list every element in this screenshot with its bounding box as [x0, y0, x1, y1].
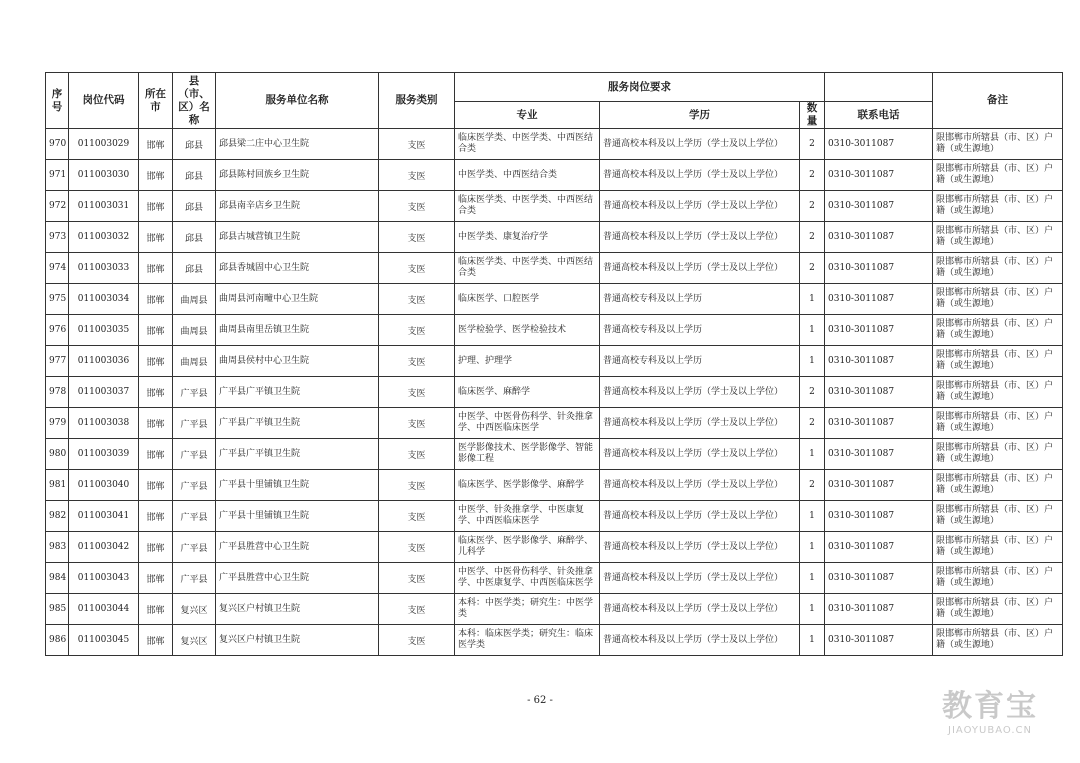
cell-seq: 983 — [46, 532, 69, 563]
cell-unit: 复兴区户村镇卫生院 — [216, 625, 379, 656]
cell-education: 普通高校本科及以上学历（学士及以上学位） — [600, 501, 800, 532]
table-row — [46, 377, 1063, 408]
table-row — [46, 346, 1063, 377]
table-row — [46, 191, 1063, 222]
cell-seq: 985 — [46, 594, 69, 625]
cell-quantity: 1 — [800, 346, 825, 377]
cell-education: 普通高校本科及以上学历（学士及以上学位） — [600, 563, 800, 594]
cell-city: 邯郸 — [139, 129, 173, 160]
cell-seq: 972 — [46, 191, 69, 222]
cell-major: 临床医学类、中医学类、中西医结合类 — [455, 253, 600, 284]
recruitment-table — [45, 72, 1063, 656]
table-row — [46, 501, 1063, 532]
cell-code: 011003035 — [69, 315, 139, 346]
cell-note: 限邯郸市所辖县（市、区）户籍（或生源地） — [933, 501, 1063, 532]
table-row — [46, 470, 1063, 501]
cell-city: 邯郸 — [139, 222, 173, 253]
cell-city: 邯郸 — [139, 377, 173, 408]
table-row — [46, 315, 1063, 346]
cell-phone: 0310-3011087 — [825, 160, 933, 191]
cell-category: 支医 — [379, 625, 455, 656]
cell-note: 限邯郸市所辖县（市、区）户籍（或生源地） — [933, 315, 1063, 346]
cell-major: 本科：临床医学类；研究生：临床医学类 — [455, 625, 600, 656]
cell-quantity: 2 — [800, 253, 825, 284]
cell-category: 支医 — [379, 501, 455, 532]
cell-county: 广平县 — [173, 377, 216, 408]
cell-seq: 975 — [46, 284, 69, 315]
cell-phone: 0310-3011087 — [825, 377, 933, 408]
cell-phone: 0310-3011087 — [825, 284, 933, 315]
cell-county: 复兴区 — [173, 625, 216, 656]
cell-unit: 广平县十里铺镇卫生院 — [216, 501, 379, 532]
cell-unit: 邱县南辛店乡卫生院 — [216, 191, 379, 222]
cell-city: 邯郸 — [139, 284, 173, 315]
table-row — [46, 284, 1063, 315]
cell-county: 邱县 — [173, 160, 216, 191]
cell-unit: 曲周县南里岳镇卫生院 — [216, 315, 379, 346]
cell-education: 普通高校本科及以上学历（学士及以上学位） — [600, 377, 800, 408]
table-row — [46, 129, 1063, 160]
table-row — [46, 439, 1063, 470]
cell-category: 支医 — [379, 129, 455, 160]
cell-unit: 复兴区户村镇卫生院 — [216, 594, 379, 625]
cell-seq: 974 — [46, 253, 69, 284]
cell-category: 支医 — [379, 222, 455, 253]
cell-major: 中医学、中医骨伤科学、针灸推拿学、中医康复学、中西医临床医学 — [455, 563, 600, 594]
cell-seq: 976 — [46, 315, 69, 346]
cell-major: 中医学类、康复治疗学 — [455, 222, 600, 253]
cell-education: 普通高校本科及以上学历（学士及以上学位） — [600, 160, 800, 191]
cell-education: 普通高校专科及以上学历 — [600, 315, 800, 346]
table-header — [46, 73, 1063, 129]
cell-quantity: 2 — [800, 160, 825, 191]
cell-note: 限邯郸市所辖县（市、区）户籍（或生源地） — [933, 129, 1063, 160]
cell-quantity: 1 — [800, 439, 825, 470]
cell-note: 限邯郸市所辖县（市、区）户籍（或生源地） — [933, 470, 1063, 501]
cell-code: 011003045 — [69, 625, 139, 656]
table-row — [46, 253, 1063, 284]
cell-city: 邯郸 — [139, 408, 173, 439]
cell-education: 普通高校专科及以上学历 — [600, 346, 800, 377]
cell-major: 护理、护理学 — [455, 346, 600, 377]
cell-category: 支医 — [379, 470, 455, 501]
header-phone-top — [825, 73, 933, 102]
cell-county: 曲周县 — [173, 284, 216, 315]
cell-code: 011003032 — [69, 222, 139, 253]
cell-quantity: 2 — [800, 470, 825, 501]
cell-note: 限邯郸市所辖县（市、区）户籍（或生源地） — [933, 439, 1063, 470]
cell-phone: 0310-3011087 — [825, 346, 933, 377]
cell-quantity: 2 — [800, 222, 825, 253]
cell-unit: 曲周县河南疃中心卫生院 — [216, 284, 379, 315]
cell-county: 邱县 — [173, 191, 216, 222]
cell-city: 邯郸 — [139, 160, 173, 191]
cell-category: 支医 — [379, 284, 455, 315]
cell-major: 医学检验学、医学检验技术 — [455, 315, 600, 346]
cell-county: 广平县 — [173, 470, 216, 501]
cell-phone: 0310-3011087 — [825, 129, 933, 160]
cell-seq: 970 — [46, 129, 69, 160]
cell-major: 临床医学、口腔医学 — [455, 284, 600, 315]
cell-phone: 0310-3011087 — [825, 222, 933, 253]
header-quantity: 数量 — [800, 102, 825, 129]
cell-category: 支医 — [379, 160, 455, 191]
cell-note: 限邯郸市所辖县（市、区）户籍（或生源地） — [933, 408, 1063, 439]
cell-education: 普通高校本科及以上学历（学士及以上学位） — [600, 222, 800, 253]
cell-code: 011003031 — [69, 191, 139, 222]
cell-major: 临床医学、麻醉学 — [455, 377, 600, 408]
cell-major: 中医学、针灸推拿学、中医康复学、中西医临床医学 — [455, 501, 600, 532]
cell-code: 011003029 — [69, 129, 139, 160]
cell-education: 普通高校本科及以上学历（学士及以上学位） — [600, 408, 800, 439]
cell-phone: 0310-3011087 — [825, 470, 933, 501]
watermark-text-en: JIAOYUBAO.CN — [948, 725, 1032, 736]
cell-code: 011003038 — [69, 408, 139, 439]
cell-quantity: 1 — [800, 284, 825, 315]
cell-phone: 0310-3011087 — [825, 315, 933, 346]
cell-major: 中医学类、中西医结合类 — [455, 160, 600, 191]
cell-code: 011003042 — [69, 532, 139, 563]
cell-seq: 984 — [46, 563, 69, 594]
cell-unit: 邱县香城固中心卫生院 — [216, 253, 379, 284]
cell-major: 中医学、中医骨伤科学、针灸推拿学、中西医临床医学 — [455, 408, 600, 439]
cell-city: 邯郸 — [139, 625, 173, 656]
page-number: - 62 - — [527, 695, 553, 706]
cell-category: 支医 — [379, 439, 455, 470]
cell-code: 011003040 — [69, 470, 139, 501]
header-major: 专业 — [455, 102, 600, 129]
cell-seq: 978 — [46, 377, 69, 408]
cell-city: 邯郸 — [139, 501, 173, 532]
cell-seq: 977 — [46, 346, 69, 377]
watermark-logo — [915, 690, 1065, 738]
cell-note: 限邯郸市所辖县（市、区）户籍（或生源地） — [933, 532, 1063, 563]
cell-category: 支医 — [379, 191, 455, 222]
cell-quantity: 1 — [800, 563, 825, 594]
cell-city: 邯郸 — [139, 346, 173, 377]
cell-unit: 广平县广平镇卫生院 — [216, 408, 379, 439]
cell-category: 支医 — [379, 408, 455, 439]
cell-major: 医学影像技术、医学影像学、智能影像工程 — [455, 439, 600, 470]
cell-seq: 973 — [46, 222, 69, 253]
cell-city: 邯郸 — [139, 439, 173, 470]
cell-category: 支医 — [379, 253, 455, 284]
cell-phone: 0310-3011087 — [825, 408, 933, 439]
cell-quantity: 1 — [800, 315, 825, 346]
cell-education: 普通高校本科及以上学历（学士及以上学位） — [600, 470, 800, 501]
cell-city: 邯郸 — [139, 563, 173, 594]
cell-city: 邯郸 — [139, 594, 173, 625]
cell-seq: 979 — [46, 408, 69, 439]
cell-city: 邯郸 — [139, 315, 173, 346]
cell-seq: 980 — [46, 439, 69, 470]
cell-category: 支医 — [379, 377, 455, 408]
cell-unit: 广平县广平镇卫生院 — [216, 377, 379, 408]
cell-education: 普通高校本科及以上学历（学士及以上学位） — [600, 625, 800, 656]
cell-phone: 0310-3011087 — [825, 501, 933, 532]
cell-education: 普通高校本科及以上学历（学士及以上学位） — [600, 129, 800, 160]
cell-city: 邯郸 — [139, 253, 173, 284]
cell-city: 邯郸 — [139, 191, 173, 222]
cell-unit: 邱县古城营镇卫生院 — [216, 222, 379, 253]
cell-county: 邱县 — [173, 129, 216, 160]
cell-major: 临床医学类、中医学类、中西医结合类 — [455, 129, 600, 160]
cell-note: 限邯郸市所辖县（市、区）户籍（或生源地） — [933, 222, 1063, 253]
cell-code: 011003030 — [69, 160, 139, 191]
cell-education: 普通高校本科及以上学历（学士及以上学位） — [600, 439, 800, 470]
cell-unit: 广平县十里铺镇卫生院 — [216, 470, 379, 501]
header-phone: 联系电话 — [825, 102, 933, 129]
cell-quantity: 2 — [800, 377, 825, 408]
cell-unit: 邱县陈村回族乡卫生院 — [216, 160, 379, 191]
cell-code: 011003033 — [69, 253, 139, 284]
table-row — [46, 594, 1063, 625]
cell-unit: 广平县胜营中心卫生院 — [216, 563, 379, 594]
cell-note: 限邯郸市所辖县（市、区）户籍（或生源地） — [933, 594, 1063, 625]
cell-phone: 0310-3011087 — [825, 532, 933, 563]
cell-education: 普通高校本科及以上学历（学士及以上学位） — [600, 191, 800, 222]
cell-quantity: 1 — [800, 532, 825, 563]
table-row — [46, 625, 1063, 656]
table-row — [46, 532, 1063, 563]
cell-county: 广平县 — [173, 439, 216, 470]
cell-seq: 982 — [46, 501, 69, 532]
header-category: 服务类别 — [379, 73, 455, 129]
cell-category: 支医 — [379, 532, 455, 563]
cell-county: 广平县 — [173, 563, 216, 594]
cell-note: 限邯郸市所辖县（市、区）户籍（或生源地） — [933, 563, 1063, 594]
cell-city: 邯郸 — [139, 532, 173, 563]
cell-county: 广平县 — [173, 532, 216, 563]
cell-quantity: 2 — [800, 129, 825, 160]
cell-seq: 986 — [46, 625, 69, 656]
header-note: 备注 — [933, 73, 1063, 129]
cell-phone: 0310-3011087 — [825, 594, 933, 625]
cell-quantity: 1 — [800, 625, 825, 656]
header-city: 所在市 — [139, 73, 173, 129]
cell-seq: 981 — [46, 470, 69, 501]
cell-quantity: 1 — [800, 594, 825, 625]
cell-major: 临床医学类、中医学类、中西医结合类 — [455, 191, 600, 222]
table-row — [46, 563, 1063, 594]
cell-phone: 0310-3011087 — [825, 439, 933, 470]
cell-code: 011003043 — [69, 563, 139, 594]
cell-unit: 广平县胜营中心卫生院 — [216, 532, 379, 563]
header-code: 岗位代码 — [69, 73, 139, 129]
cell-education: 普通高校本科及以上学历（学士及以上学位） — [600, 532, 800, 563]
cell-category: 支医 — [379, 563, 455, 594]
cell-county: 邱县 — [173, 222, 216, 253]
cell-education: 普通高校本科及以上学历（学士及以上学位） — [600, 594, 800, 625]
cell-county: 邱县 — [173, 253, 216, 284]
cell-category: 支医 — [379, 594, 455, 625]
cell-county: 广平县 — [173, 408, 216, 439]
cell-education: 普通高校专科及以上学历 — [600, 284, 800, 315]
cell-code: 011003044 — [69, 594, 139, 625]
cell-category: 支医 — [379, 346, 455, 377]
cell-note: 限邯郸市所辖县（市、区）户籍（或生源地） — [933, 284, 1063, 315]
cell-county: 曲周县 — [173, 346, 216, 377]
cell-phone: 0310-3011087 — [825, 625, 933, 656]
cell-code: 011003041 — [69, 501, 139, 532]
cell-note: 限邯郸市所辖县（市、区）户籍（或生源地） — [933, 625, 1063, 656]
cell-unit: 广平县广平镇卫生院 — [216, 439, 379, 470]
cell-quantity: 1 — [800, 501, 825, 532]
cell-county: 复兴区 — [173, 594, 216, 625]
cell-county: 广平县 — [173, 501, 216, 532]
cell-category: 支医 — [379, 315, 455, 346]
cell-quantity: 2 — [800, 191, 825, 222]
watermark-text-cn: 教育宝 — [942, 689, 1038, 724]
cell-major: 临床医学、医学影像学、麻醉学 — [455, 470, 600, 501]
table-row — [46, 222, 1063, 253]
header-county: 县（市、区）名称 — [173, 73, 216, 129]
header-unit: 服务单位名称 — [216, 73, 379, 129]
table-row — [46, 408, 1063, 439]
cell-education: 普通高校本科及以上学历（学士及以上学位） — [600, 253, 800, 284]
cell-note: 限邯郸市所辖县（市、区）户籍（或生源地） — [933, 160, 1063, 191]
cell-code: 011003037 — [69, 377, 139, 408]
table-row — [46, 160, 1063, 191]
cell-note: 限邯郸市所辖县（市、区）户籍（或生源地） — [933, 253, 1063, 284]
cell-unit: 曲周县侯村中心卫生院 — [216, 346, 379, 377]
cell-note: 限邯郸市所辖县（市、区）户籍（或生源地） — [933, 346, 1063, 377]
cell-unit: 邱县梁二庄中心卫生院 — [216, 129, 379, 160]
cell-county: 曲周县 — [173, 315, 216, 346]
cell-seq: 971 — [46, 160, 69, 191]
cell-code: 011003034 — [69, 284, 139, 315]
cell-phone: 0310-3011087 — [825, 191, 933, 222]
cell-quantity: 2 — [800, 408, 825, 439]
cell-major: 临床医学、医学影像学、麻醉学、儿科学 — [455, 532, 600, 563]
table-body — [46, 129, 1063, 656]
header-education: 学历 — [600, 102, 800, 129]
header-requirements: 服务岗位要求 — [455, 73, 825, 102]
cell-phone: 0310-3011087 — [825, 563, 933, 594]
cell-note: 限邯郸市所辖县（市、区）户籍（或生源地） — [933, 191, 1063, 222]
cell-note: 限邯郸市所辖县（市、区）户籍（或生源地） — [933, 377, 1063, 408]
cell-major: 本科：中医学类；研究生：中医学类 — [455, 594, 600, 625]
cell-city: 邯郸 — [139, 470, 173, 501]
header-seq: 序号 — [46, 73, 69, 129]
cell-code: 011003039 — [69, 439, 139, 470]
cell-code: 011003036 — [69, 346, 139, 377]
cell-phone: 0310-3011087 — [825, 253, 933, 284]
